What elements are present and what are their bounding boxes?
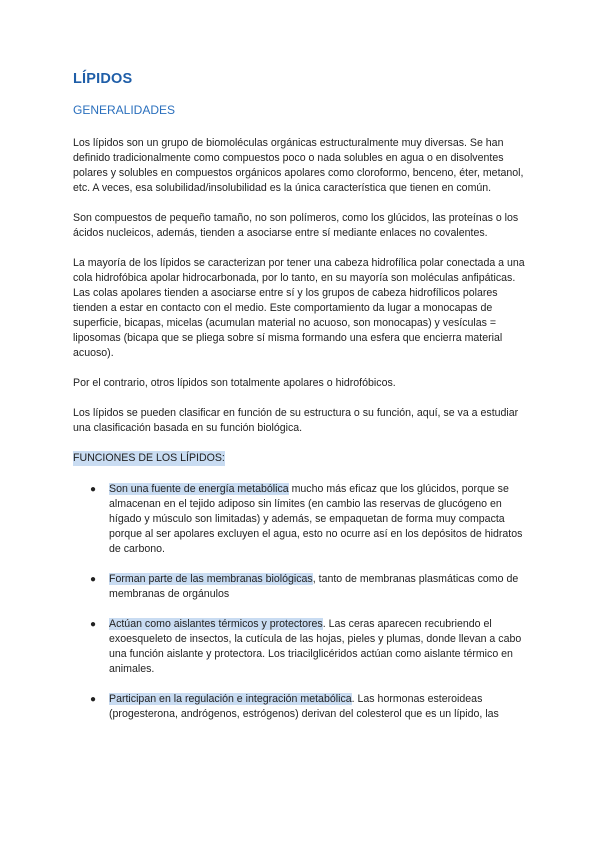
functions-list [73, 482, 529, 722]
function-text: . Las hormonas esteroideas (progesterona, andrógenos, estrógenos) derivan del colesterol que es un lípido, las [109, 693, 499, 720]
function-highlight: Son una fuente de energía metabólica [109, 483, 289, 495]
paragraph-classification: Los lípidos se pueden clasificar en función de su estructura o su función, aquí, se va a estudiar una clasificación basada en su función biológica. [73, 407, 519, 434]
function-highlight: Participan en la regulación e integración metabólica [109, 693, 352, 705]
function-highlight: Actúan como aislantes térmicos y protectores [109, 618, 323, 630]
document-content [73, 68, 529, 737]
function-highlight: Forman parte de las membranas biológicas [109, 573, 313, 585]
function-text: , tanto de membranas plasmáticas como de membranas de orgánulos [109, 573, 519, 600]
paragraph-size: Son compuestos de pequeño tamaño, no son polímeros, como los glúcidos, las proteínas o los ácidos nucleicos, además, tienden a asociarse entre sí mediante enlaces no covalentes. [73, 212, 519, 239]
function-text: mucho más eficaz que los glúcidos, porque se almacenan en el tejido adiposo sin límites (en cambio las reservas de glucógeno en hígado y músculo son limitadas) y además, se empaquetan de forma muy compacta porque al ser apolares excluyen el agua, esto no ocurre así en los depósitos de hidratos de carbono. [109, 483, 523, 555]
paragraph-apolar: Por el contrario, otros lípidos son totalmente apolares o hidrofóbicos. [73, 377, 396, 389]
page-title: LÍPIDOS [73, 71, 133, 87]
bullet-icon: ● [90, 619, 97, 630]
function-text: . Las ceras aparecen recubriendo el exoesqueleto de insectos, la cutícula de las hojas, pieles y plumas, donde llevan a cabo una función aislante y protectora. Los triacilglicéridos actúan como aislante térmico en animales. [109, 618, 522, 675]
list-item [73, 692, 529, 722]
list-item [73, 572, 529, 602]
paragraph-structures: Las colas apolares tienden a asociarse entre sí y los grupos de cabeza hidrofílicos polares tienden a estar en contacto con el medio. Este comportamiento da lugar a monocapas de superficie, bicapas, micelas (acumulan material no acuoso, son monocapas) y vesículas = liposomas (bicapa que se pliega sobre sí misma formando una esfera que encierra material acuoso). [73, 287, 503, 359]
paragraph-definition: Los lípidos son un grupo de biomoléculas orgánicas estructuralmente muy diversas. Se han definido tradicionalmente como compuestos poco o nada solubles en agua o en disolventes polares y solubles en compuestos orgánicos apolares como cloroformo, benceno, éter, metanol, etc. A veces, esa solubilidad/insolubilidad es la única característica que tienen en común. [73, 137, 524, 194]
bullet-icon: ● [90, 694, 97, 705]
functions-heading: FUNCIONES DE LOS LÍPIDOS: [73, 452, 225, 464]
list-item [73, 482, 529, 557]
list-item [73, 617, 529, 677]
paragraph-amphipathic: La mayoría de los lípidos se caracterizan por tener una cabeza hidrofílica polar conectada a una cola hidrofóbica apolar hidrocarbonada, por lo tanto, en su mayoría son moléculas anfipáticas. [73, 257, 525, 284]
bullet-icon: ● [90, 574, 97, 585]
section-title-generalidades: GENERALIDADES [73, 103, 176, 117]
bullet-icon: ● [90, 484, 97, 495]
